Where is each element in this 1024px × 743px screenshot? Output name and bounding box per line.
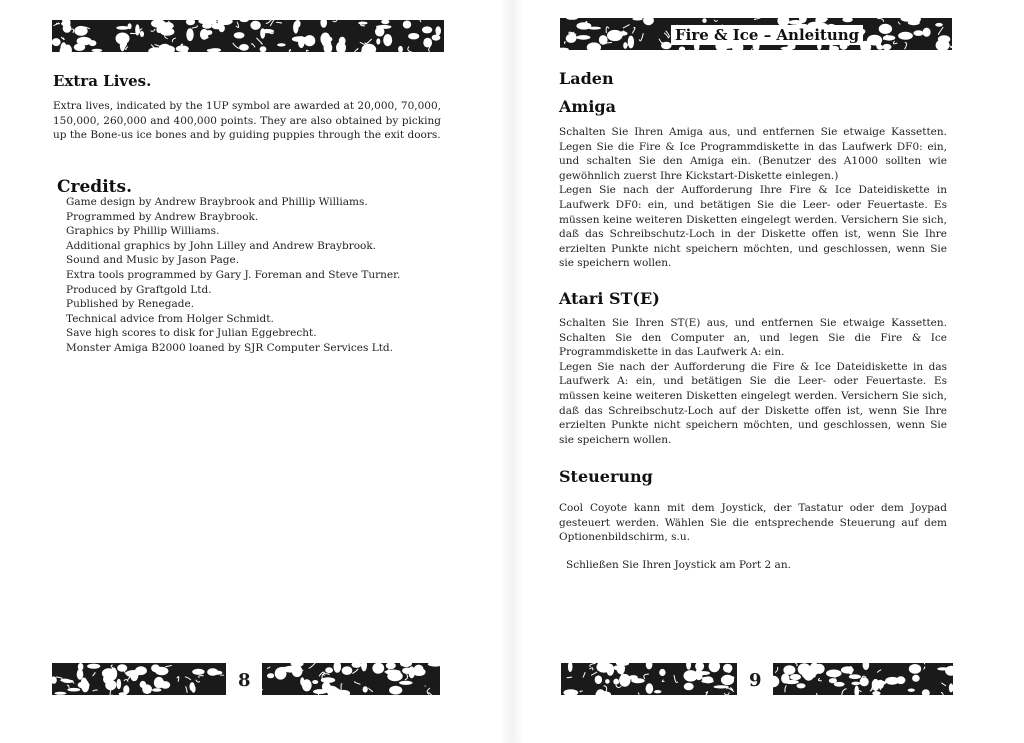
- credits-line: Graphics by Phillip Williams.: [66, 225, 220, 238]
- amiga-text: Schalten Sie Ihren Amiga aus, und entfernen Sie etwaige Kassetten. Legen Sie die Fire & Ice Programmdiskette in das Laufwerk DF0: ein, und schalten Sie den Amiga ein. (Benutzer des A1000 sollten wie gewöhnlich zuerst Ihre Kickstart-Diskette einlegen.) Legen Sie nach der Aufforderung Ihre Fire & Ice Dateidiskette in Laufwerk DF0: ein, und betätigen Sie die Leer- oder Feuertaste. Es müssen keine weiteren Disketten eingelegt werden. Versichern Sie sich, daß das Schreibschutz-Loch in der Diskette offen ist, wenn Sie Ihre erzielten Punkte nicht speichern möchten, und geschlossen, wenn Sie sie speichern wollen.: [559, 126, 947, 270]
- credits-line: Programmed by Andrew Braybrook.: [66, 210, 259, 223]
- laden-heading: Laden: [559, 69, 614, 88]
- steuerung-heading: Steuerung: [559, 467, 653, 486]
- joystick-note: Schließen Sie Ihren Joystick am Port 2 an.: [566, 559, 791, 571]
- credits-line: Technical advice from Holger Schmidt.: [66, 312, 274, 325]
- steuerung-text: Cool Coyote kann mit dem Joystick, der Tastatur oder dem Joypad gesteuert werden. Wählen Sie die entsprechende Steuerung auf dem Optionenbildschirm, s.u.: [559, 502, 947, 544]
- header-title: Fire & Ice – Anleitung: [671, 25, 863, 45]
- credits-line: Sound and Music by Jason Page.: [66, 254, 240, 267]
- right-page: [515, 0, 1024, 743]
- extra-lives-text: Extra lives, indicated by the 1UP symbol are awarded at 20,000, 70,000, 150,000, 260,000 and 400,000 points. They are also obtained by picking up the Bone-us ice bones and by guiding puppies through the exit doors.: [53, 100, 441, 142]
- ice-crackle-footer-band-left: [561, 663, 737, 695]
- atari-text: Schalten Sie Ihren ST(E) aus, und entfernen Sie etwaige Kassetten. Schalten Sie den Computer an, und legen Sie die Fire & Ice Programmdiskette in das Laufwerk A: ein. Legen Sie nach der Aufforderung die Fire & Ice Dateidiskette in das Laufwerk A: ein, und betätigen Sie die Leer- oder Feuertaste. Es müssen keine weiteren Disketten eingelegt werden. Versichern Sie sich, daß das Schreibschutz-Loch auf der Diskette offen ist, wenn Sie Ihre erzielten Punkte nicht speichern möchten, und geschlossen, wenn Sie sie speichern wollen.: [559, 317, 947, 446]
- credits-line: Produced by Graftgold Ltd.: [66, 283, 212, 296]
- amiga-heading: Amiga: [559, 97, 616, 116]
- credits-line: Monster Amiga B2000 loaned by SJR Computer Services Ltd.: [66, 341, 393, 354]
- ice-crackle-header-band: [52, 20, 444, 52]
- page-number: 9: [749, 670, 762, 691]
- ice-crackle-footer-band-left: [52, 663, 226, 695]
- credits-line: Extra tools programmed by Gary J. Foreman and Steve Turner.: [66, 268, 401, 281]
- credits-line: Additional graphics by John Lilley and Andrew Braybrook.: [66, 239, 377, 252]
- credits-line: Published by Renegade.: [66, 298, 195, 311]
- credits-line: Game design by Andrew Braybrook and Phillip Williams.: [66, 196, 368, 208]
- left-page: [0, 0, 505, 743]
- extra-lives-heading: Extra Lives.: [53, 72, 152, 90]
- credits-line: Save high scores to disk for Julian Eggebrecht.: [66, 327, 317, 340]
- ice-crackle-footer-band-right: [262, 663, 440, 695]
- credits-heading: Credits.: [57, 177, 132, 197]
- ice-crackle-footer-band-right: [773, 663, 953, 695]
- credits-list: [66, 195, 426, 356]
- page-number: 8: [238, 670, 251, 691]
- atari-heading: Atari ST(E): [559, 289, 660, 308]
